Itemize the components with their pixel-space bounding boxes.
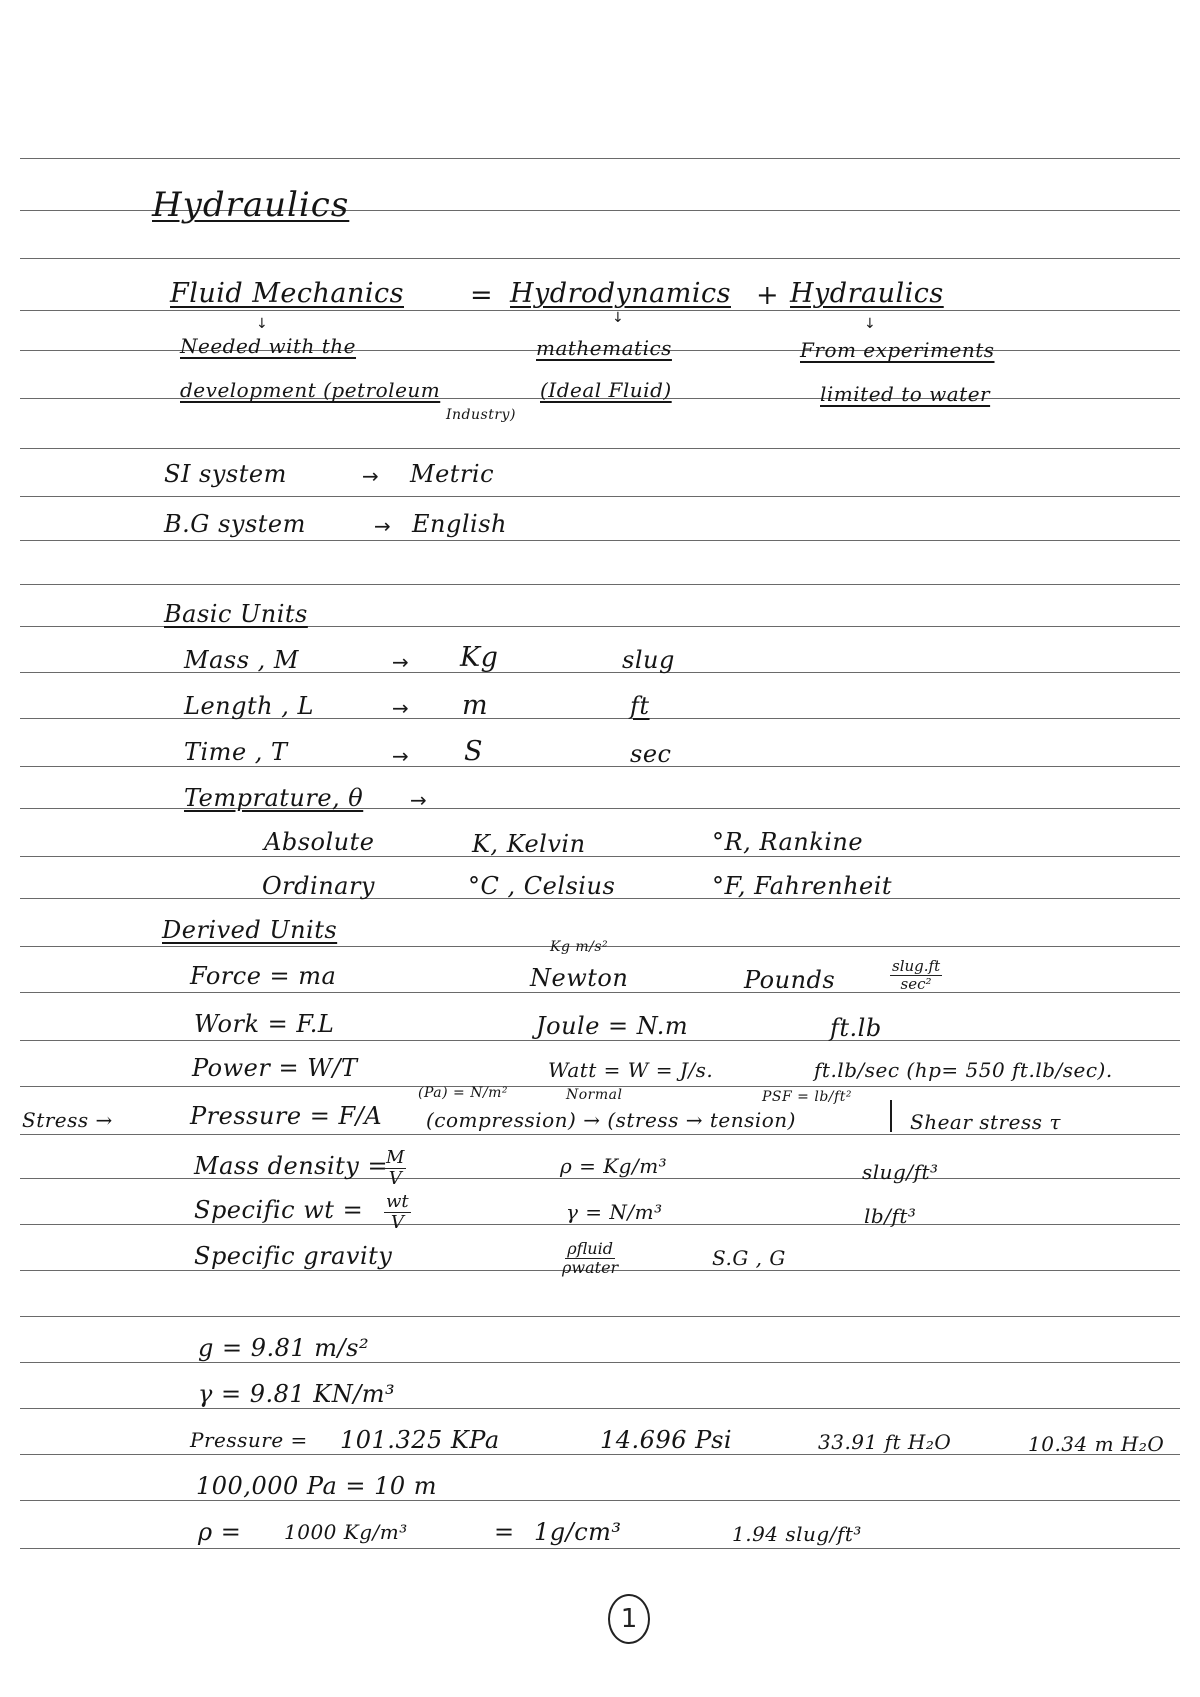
system-si-label: SI system: [164, 460, 287, 488]
unit-bg-length: ft: [630, 692, 650, 720]
note-experiments: From experiments: [800, 338, 995, 362]
pressure-above-si: Normal: [566, 1087, 623, 1103]
power-label: Power = W/T: [192, 1054, 358, 1082]
power-bg: ft.lb/sec (hp= 550 ft.lb/sec).: [814, 1058, 1113, 1082]
system-bg-value: English: [412, 510, 507, 538]
pressure-line-psi: 14.696 Psi: [600, 1426, 733, 1454]
specific-gravity-si: S.G , G: [712, 1246, 786, 1270]
force-bg-numerator: slug.ft: [892, 957, 941, 975]
ruled-line: [20, 1500, 1180, 1501]
specific-wt-numerator: wt: [386, 1191, 409, 1212]
specific-gravity-numerator: ρfluid: [567, 1239, 613, 1258]
equation-term-hydraulics: Hydraulics: [790, 278, 944, 309]
specific-wt-denominator: V: [390, 1211, 404, 1233]
right-arrow-icon: →: [392, 744, 409, 768]
ruled-line: [20, 1454, 1180, 1455]
ruled-line: [20, 1408, 1180, 1409]
ruled-line: [20, 856, 1180, 857]
specific-gravity-denominator: ρwater: [562, 1257, 619, 1277]
temp-absolute-label: Absolute: [264, 828, 375, 856]
system-si-value: Metric: [410, 460, 495, 488]
system-bg-label: B.G system: [164, 510, 306, 538]
temp-ordinary-si: °C , Celsius: [468, 872, 616, 900]
pressure-label: Pressure = F/A: [190, 1102, 383, 1130]
basic-units-heading: Basic Units: [164, 600, 308, 628]
ruled-line: [20, 448, 1180, 449]
temp-absolute-bg: °R, Rankine: [712, 828, 864, 856]
equation-lhs: Fluid Mechanics: [170, 278, 404, 309]
ruled-line: [20, 1362, 1180, 1363]
pressure-above-label: (Pa) = N/m²: [418, 1085, 509, 1101]
force-bg-denominator: sec²: [900, 974, 932, 993]
work-label: Work = F.L: [194, 1010, 335, 1038]
ruled-line: [20, 1316, 1180, 1317]
rho-line-label: ρ =: [198, 1518, 242, 1546]
temp-absolute-si: K, Kelvin: [472, 830, 586, 858]
unit-si-mass: Kg: [460, 642, 499, 673]
force-si: Newton: [530, 964, 629, 992]
unit-si-time: S: [464, 736, 483, 767]
density-denominator: V: [388, 1167, 402, 1189]
stress-prefix: Stress →: [22, 1108, 113, 1132]
density-numerator: M: [386, 1147, 405, 1168]
down-arrow-icon: ↓: [256, 316, 268, 332]
specific-wt-label: Specific wt =: [194, 1196, 364, 1224]
unit-label-mass: Mass , M: [184, 646, 299, 674]
note-limited-water: limited to water: [820, 382, 991, 406]
equation-plus: +: [756, 280, 780, 311]
force-si-note: Kg m/s²: [550, 939, 609, 955]
derived-units-heading: Derived Units: [162, 916, 338, 944]
pressure-line-m-water: 10.34 m H₂O: [1028, 1432, 1165, 1456]
note-needed: Needed with the: [180, 334, 357, 358]
right-arrow-icon: →: [362, 464, 379, 488]
power-si: Watt = W = J/s.: [548, 1058, 714, 1082]
note-development: development (petroleum: [180, 378, 441, 402]
unit-label-time: Time , T: [184, 738, 288, 766]
note-mathematics: mathematics: [536, 336, 672, 360]
force-label: Force = ma: [190, 962, 337, 990]
note-ideal-fluid: (Ideal Fluid): [540, 378, 672, 402]
pressure-line-label: Pressure =: [190, 1428, 308, 1452]
pressure-bg: Shear stress τ: [910, 1110, 1061, 1134]
pressure-line-ft-water: 33.91 ft H₂O: [818, 1430, 952, 1454]
specific-wt-fraction: [384, 1192, 411, 1233]
unit-si-length: m: [462, 690, 489, 721]
density-si: ρ = Kg/m³: [560, 1154, 668, 1178]
ruled-line: [20, 1040, 1180, 1041]
density-label: Mass density =: [194, 1152, 389, 1180]
note-industry: Industry): [446, 407, 516, 423]
work-si: Joule = N.m: [536, 1012, 689, 1040]
rho-line-slug: 1.94 slug/ft³: [732, 1522, 862, 1546]
temp-ordinary-bg: °F, Fahrenheit: [712, 872, 893, 900]
unit-bg-time: sec: [630, 740, 672, 768]
right-arrow-icon: →: [410, 788, 427, 812]
page-number: 1: [608, 1594, 650, 1644]
rho-line-equals: =: [494, 1518, 515, 1546]
down-arrow-icon: ↓: [864, 316, 876, 332]
right-arrow-icon: →: [392, 650, 409, 674]
temp-ordinary-label: Ordinary: [262, 872, 375, 900]
pressure-line-kpa: 101.325 KPa: [340, 1426, 500, 1454]
force-bg: Pounds: [744, 966, 836, 994]
pressure-above-bg: PSF = lb/ft²: [762, 1089, 852, 1105]
ruled-line: [20, 766, 1180, 767]
ruled-line: [20, 1224, 1180, 1225]
constant-g: g = 9.81 m/s²: [198, 1334, 370, 1362]
page-title: Hydraulics: [152, 185, 350, 225]
specific-wt-si: γ = N/m³: [566, 1200, 663, 1224]
ruled-line: [20, 584, 1180, 585]
ruled-line: [20, 310, 1180, 311]
rho-line-gcm: 1g/cm³: [534, 1518, 622, 1546]
right-arrow-icon: →: [374, 514, 391, 538]
ruled-line: [20, 496, 1180, 497]
pressure-si: (compression) → (stress → tension): [426, 1108, 796, 1132]
constant-pa-to-m: 100,000 Pa = 10 m: [196, 1472, 438, 1500]
unit-label-temperature: Temprature, θ: [184, 784, 364, 812]
rho-line-kg: 1000 Kg/m³: [284, 1520, 408, 1544]
constant-gamma: γ = 9.81 KN/m³: [198, 1380, 396, 1408]
unit-label-length: Length , L: [184, 692, 314, 720]
down-arrow-icon: ↓: [612, 310, 624, 326]
work-bg: ft.lb: [830, 1014, 882, 1042]
ruled-line: [20, 1548, 1180, 1549]
ruled-line: [20, 992, 1180, 993]
right-arrow-icon: →: [392, 696, 409, 720]
unit-bg-mass: slug: [622, 646, 675, 674]
equation-term-hydrodynamics: Hydrodynamics: [510, 278, 731, 309]
density-bg: slug/ft³: [862, 1160, 939, 1184]
density-fraction: [384, 1148, 406, 1189]
ruled-line: [20, 258, 1180, 259]
ruled-line: [20, 1134, 1180, 1135]
ruled-line: [20, 540, 1180, 541]
force-bg-fraction: [890, 958, 942, 992]
specific-gravity-fraction: [562, 1240, 618, 1276]
equation-equals: =: [470, 280, 494, 311]
specific-wt-bg: lb/ft³: [864, 1204, 917, 1228]
specific-gravity-label: Specific gravity: [194, 1242, 393, 1270]
separator-bar: [890, 1100, 892, 1132]
ruled-line: [20, 158, 1180, 159]
